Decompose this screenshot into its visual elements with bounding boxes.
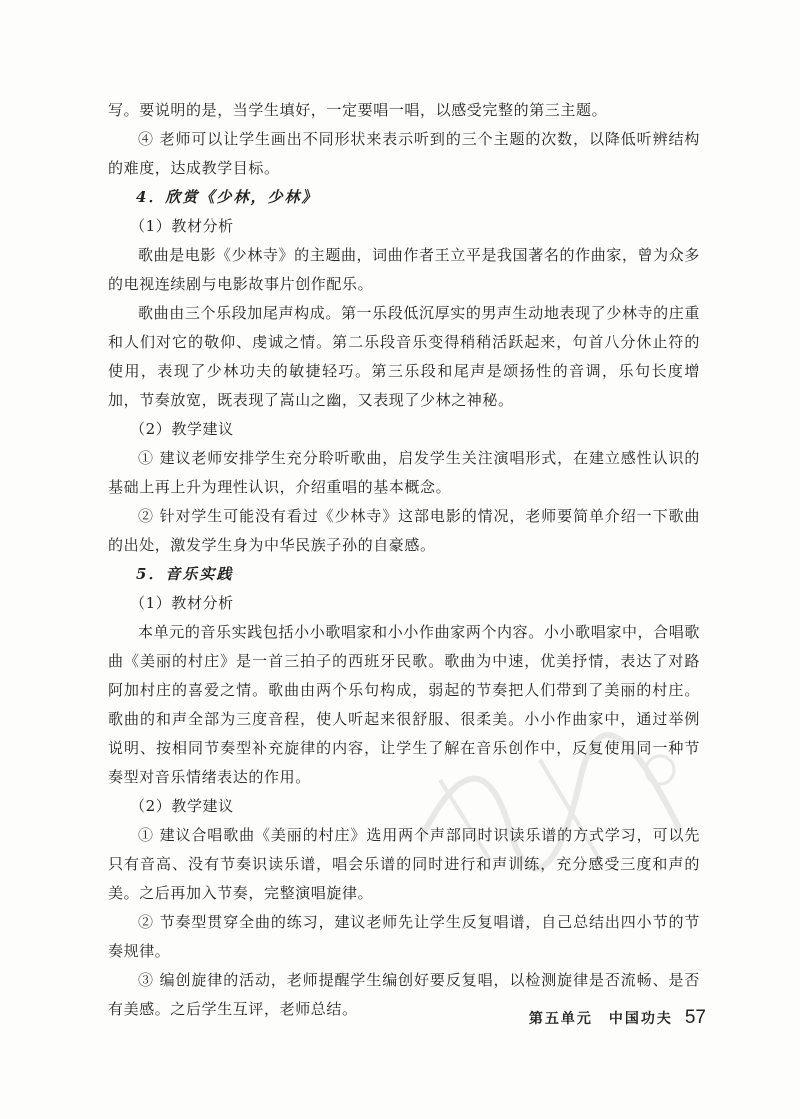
- section-heading: 5．音乐实践: [136, 565, 234, 583]
- paragraph: ④ 老师可以让学生画出不同形状来表示听到的三个主题的次数，以降低听辨结构的难度，达成教学目标。: [108, 130, 700, 177]
- paragraph: ② 节奏型贯穿全曲的练习，建议老师先让学生反复唱谱，自己总结出四小节的节奏规律。: [108, 913, 700, 960]
- paragraph-continued: 写。要说明的是，当学生填好，一定要唱一唱，以感受完整的第三主题。: [108, 101, 608, 119]
- subsection-heading: （2）教学建议: [130, 420, 234, 438]
- paragraph: 歌曲由三个乐段加尾声构成。第一乐段低沉厚实的男声生动地表现了少林寺的庄重和人们对它的敬仰、虔诚之情。第二乐段音乐变得稍稍活跃起来，句首八分休止符的使用，表现了少林功夫的敏捷轻巧。第三乐段和尾声是颂扬性的音调，乐句长度增加，节奏放宽，既表现了嵩山之幽，又表现了少林之神秘。: [108, 304, 700, 409]
- paragraph: ③ 编创旋律的活动，老师提醒学生编创好要反复唱，以检测旋律是否流畅、是否有美感。之后学生互评，老师总结。: [108, 971, 700, 1018]
- paragraph: 歌曲是电影《少林寺》的主题曲，词曲作者王立平是我国著名的作曲家，曾为众多的电视连续剧与电影故事片创作配乐。: [108, 246, 700, 293]
- subsection-heading: （2）教学建议: [130, 797, 234, 815]
- paragraph: ② 针对学生可能没有看过《少林寺》这部电影的情况，老师要简单介绍一下歌曲的出处，激发学生身为中华民族子孙的自豪感。: [108, 507, 700, 554]
- page-number: 57: [684, 1007, 706, 1028]
- section-heading: 4．欣赏《少林，少林》: [136, 188, 319, 206]
- subsection-heading: （1）教材分析: [130, 594, 234, 612]
- chapter-label: 第五单元 中国功夫: [528, 1011, 673, 1027]
- paragraph: ① 建议合唱歌曲《美丽的村庄》选用两个声部同时识读乐谱的方式学习，可以先只有音高、没有节奏识读乐谱，唱会乐谱的同时进行和声训练，充分感受三度和声的美。之后再加入节奏，完整演唱旋律。: [108, 826, 700, 902]
- page-footer: [529, 1007, 706, 1029]
- paragraph: ① 建议老师安排学生充分聆听歌曲，启发学生关注演唱形式，在建立感性认识的基础上再上升为理性认识，介绍重唱的基本概念。: [108, 449, 700, 496]
- paragraph: 本单元的音乐实践包括小小歌唱家和小小作曲家两个内容。小小歌唱家中，合唱歌曲《美丽的村庄》是一首三拍子的西班牙民歌。歌曲为中速，优美抒情，表达了对路阿加村庄的喜爱之情。歌曲由两个乐句构成，弱起的节奏把人们带到了美丽的村庄。歌曲的和声全部为三度音程，使人听起来很舒服、很柔美。小小作曲家中，通过举例说明、按相同节奏型补充旋律的内容，让学生了解在音乐创作中，反复使用同一种节奏型对音乐情绪表达的作用。: [108, 623, 700, 786]
- subsection-heading: （1）教材分析: [130, 217, 234, 235]
- body-text: [108, 96, 700, 1024]
